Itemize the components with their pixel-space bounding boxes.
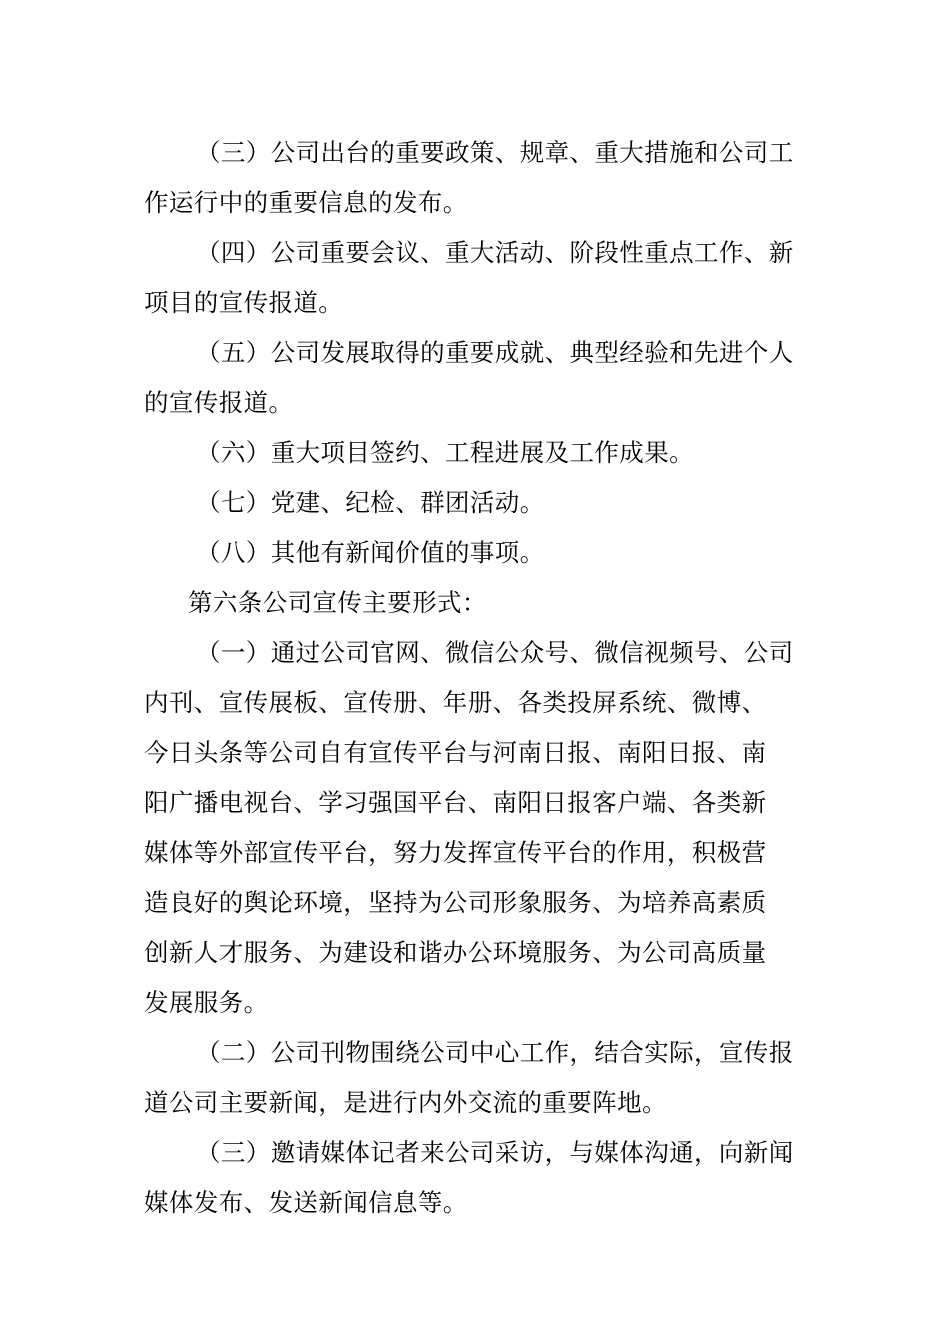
text-line: 发展服务。 bbox=[144, 988, 269, 1017]
text-line: 道公司主要新闻，是进行内外交流的重要阵地。 bbox=[144, 1088, 667, 1117]
text-line: 媒体等外部宣传平台，努力发挥宣传平台的作用，积极营 bbox=[144, 838, 767, 867]
text-line: 媒体发布、发送新闻信息等。 bbox=[144, 1188, 468, 1217]
paragraph-other-news bbox=[144, 528, 804, 578]
text-line: 第六条公司宣传主要形式： bbox=[188, 588, 487, 617]
document-body bbox=[144, 128, 804, 1228]
text-line: （四）公司重要会议、重大活动、阶段性重点工作、新 bbox=[196, 238, 794, 267]
paragraph-meetings-reporting bbox=[144, 228, 804, 328]
text-line: 项目的宣传报道。 bbox=[144, 288, 344, 317]
text-line: 阳广播电视台、学习强国平台、南阳日报客户端、各类新 bbox=[144, 788, 767, 817]
article-heading bbox=[144, 578, 804, 628]
text-line: 的宣传报道。 bbox=[144, 388, 294, 417]
text-line: （一）通过公司官网、微信公众号、微信视频号、公司 bbox=[196, 638, 794, 667]
text-line: （七）党建、纪检、群团活动。 bbox=[196, 488, 545, 517]
text-line: （三）公司出台的重要政策、规章、重大措施和公司工 bbox=[196, 138, 794, 167]
paragraph-achievements-reporting bbox=[144, 328, 804, 428]
text-line: 今日头条等公司自有宣传平台与河南日报、南阳日报、南 bbox=[144, 738, 767, 767]
paragraph-party-activities bbox=[144, 478, 804, 528]
paragraph-company-publications bbox=[144, 1028, 804, 1128]
text-line: （二）公司刊物围绕公司中心工作，结合实际，宣传报 bbox=[196, 1038, 794, 1067]
text-line: 内刊、宣传展板、宣传册、年册、各类投屏系统、微博、 bbox=[144, 688, 767, 717]
paragraph-publicity-platforms bbox=[144, 628, 804, 1028]
text-line: （六）重大项目签约、工程进展及工作成果。 bbox=[196, 438, 694, 467]
paragraph-policy-release bbox=[144, 128, 804, 228]
text-line: 创新人才服务、为建设和谐办公环境服务、为公司高质量 bbox=[144, 938, 767, 967]
text-line: （八）其他有新闻价值的事项。 bbox=[196, 538, 545, 567]
paragraph-media-interviews bbox=[144, 1128, 804, 1228]
paragraph-project-signing bbox=[144, 428, 804, 478]
text-line: 造良好的舆论环境，坚持为公司形象服务、为培养高素质 bbox=[144, 888, 767, 917]
text-line: （三）邀请媒体记者来公司采访，与媒体沟通，向新闻 bbox=[196, 1138, 794, 1167]
text-line: （五）公司发展取得的重要成就、典型经验和先进个人 bbox=[196, 338, 794, 367]
text-line: 作运行中的重要信息的发布。 bbox=[144, 188, 468, 217]
